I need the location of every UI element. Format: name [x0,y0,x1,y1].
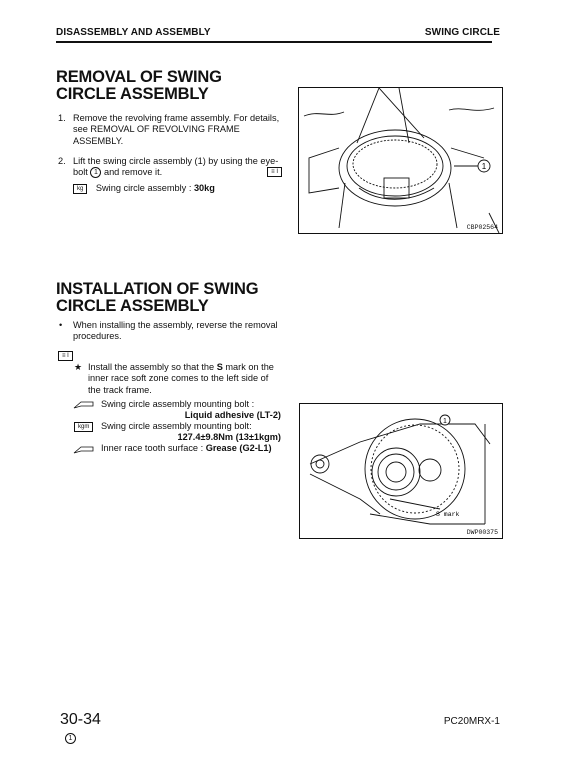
spec3-value: Grease (G2-L1) [205,443,272,453]
star-text-s: S [216,362,223,372]
weight-value: 30kg [193,183,215,193]
tool-ref-icon: ≡ I [267,167,282,177]
adhesive-icon [73,399,97,409]
torque-icon: kgm [74,422,93,432]
step2-line2a: bolt [73,167,88,178]
step2-text [73,156,288,179]
weight-line [73,183,288,194]
swing-circle-install-figure [299,403,503,539]
eyebolt-callout: 1 [90,167,101,178]
star-icon: ★ [74,362,83,372]
weight-label: Swing circle assembly : [95,183,194,193]
figure1-callout: 1 [481,162,487,171]
spec2-value: 127.4±9.8Nm (13±1kgm) [177,432,281,442]
weight-icon: kg [73,184,87,194]
spec3-label: Inner race tooth surface : [101,443,206,453]
grease-icon [73,444,97,454]
page-number: 30-34 [60,711,101,728]
step2-number: 2. [58,156,66,166]
figure2-callout: 1 [443,418,447,425]
step1-number: 1. [58,113,66,123]
s-mark-label: S mark [436,511,460,518]
figure2-code: DWP00375 [466,529,498,536]
swing-circle-lift-figure [298,87,503,234]
lift-illustration [299,88,502,233]
figure1-code: CBP02564 [466,224,498,231]
page-header [56,27,500,43]
bullet-text: When installing the assembly, reverse the removal procedures. [73,320,278,342]
step2-line1: Lift the swing circle assembly (1) by using the eye- [73,156,279,166]
spec2-label: Swing circle assembly mounting bolt: [101,421,252,431]
star-text-b: mark on the inner race soft zone comes to the left side of the track frame. [88,362,274,395]
step2-line2b: and remove it. [103,167,163,178]
star-note [88,362,283,396]
install-ref-icon: ≡ I [58,351,73,361]
spec1-value: Liquid adhesive (LT-2) [184,410,281,420]
revision-circle: 1 [65,733,76,744]
star-text-a: Install the assembly so that the [88,362,217,372]
chapter-title: SWING CIRCLE [424,27,500,38]
installation-heading: INSTALLATION OF SWING CIRCLE ASSEMBLY [56,280,259,315]
spec3-line [101,443,286,454]
removal-heading: REMOVAL OF SWING CIRCLE ASSEMBLY [56,68,222,103]
step1-text: Remove the revolving frame assembly. For details, see REMOVAL OF REVOLVING FRAME ASSEMBLY. [73,113,280,146]
spec1-label: Swing circle assembly mounting bolt : [101,399,255,409]
section-title: DISASSEMBLY AND ASSEMBLY [56,27,211,38]
model-name: PC20MRX-1 [443,716,500,727]
bullet: • [59,320,63,330]
install-illustration [300,404,502,538]
